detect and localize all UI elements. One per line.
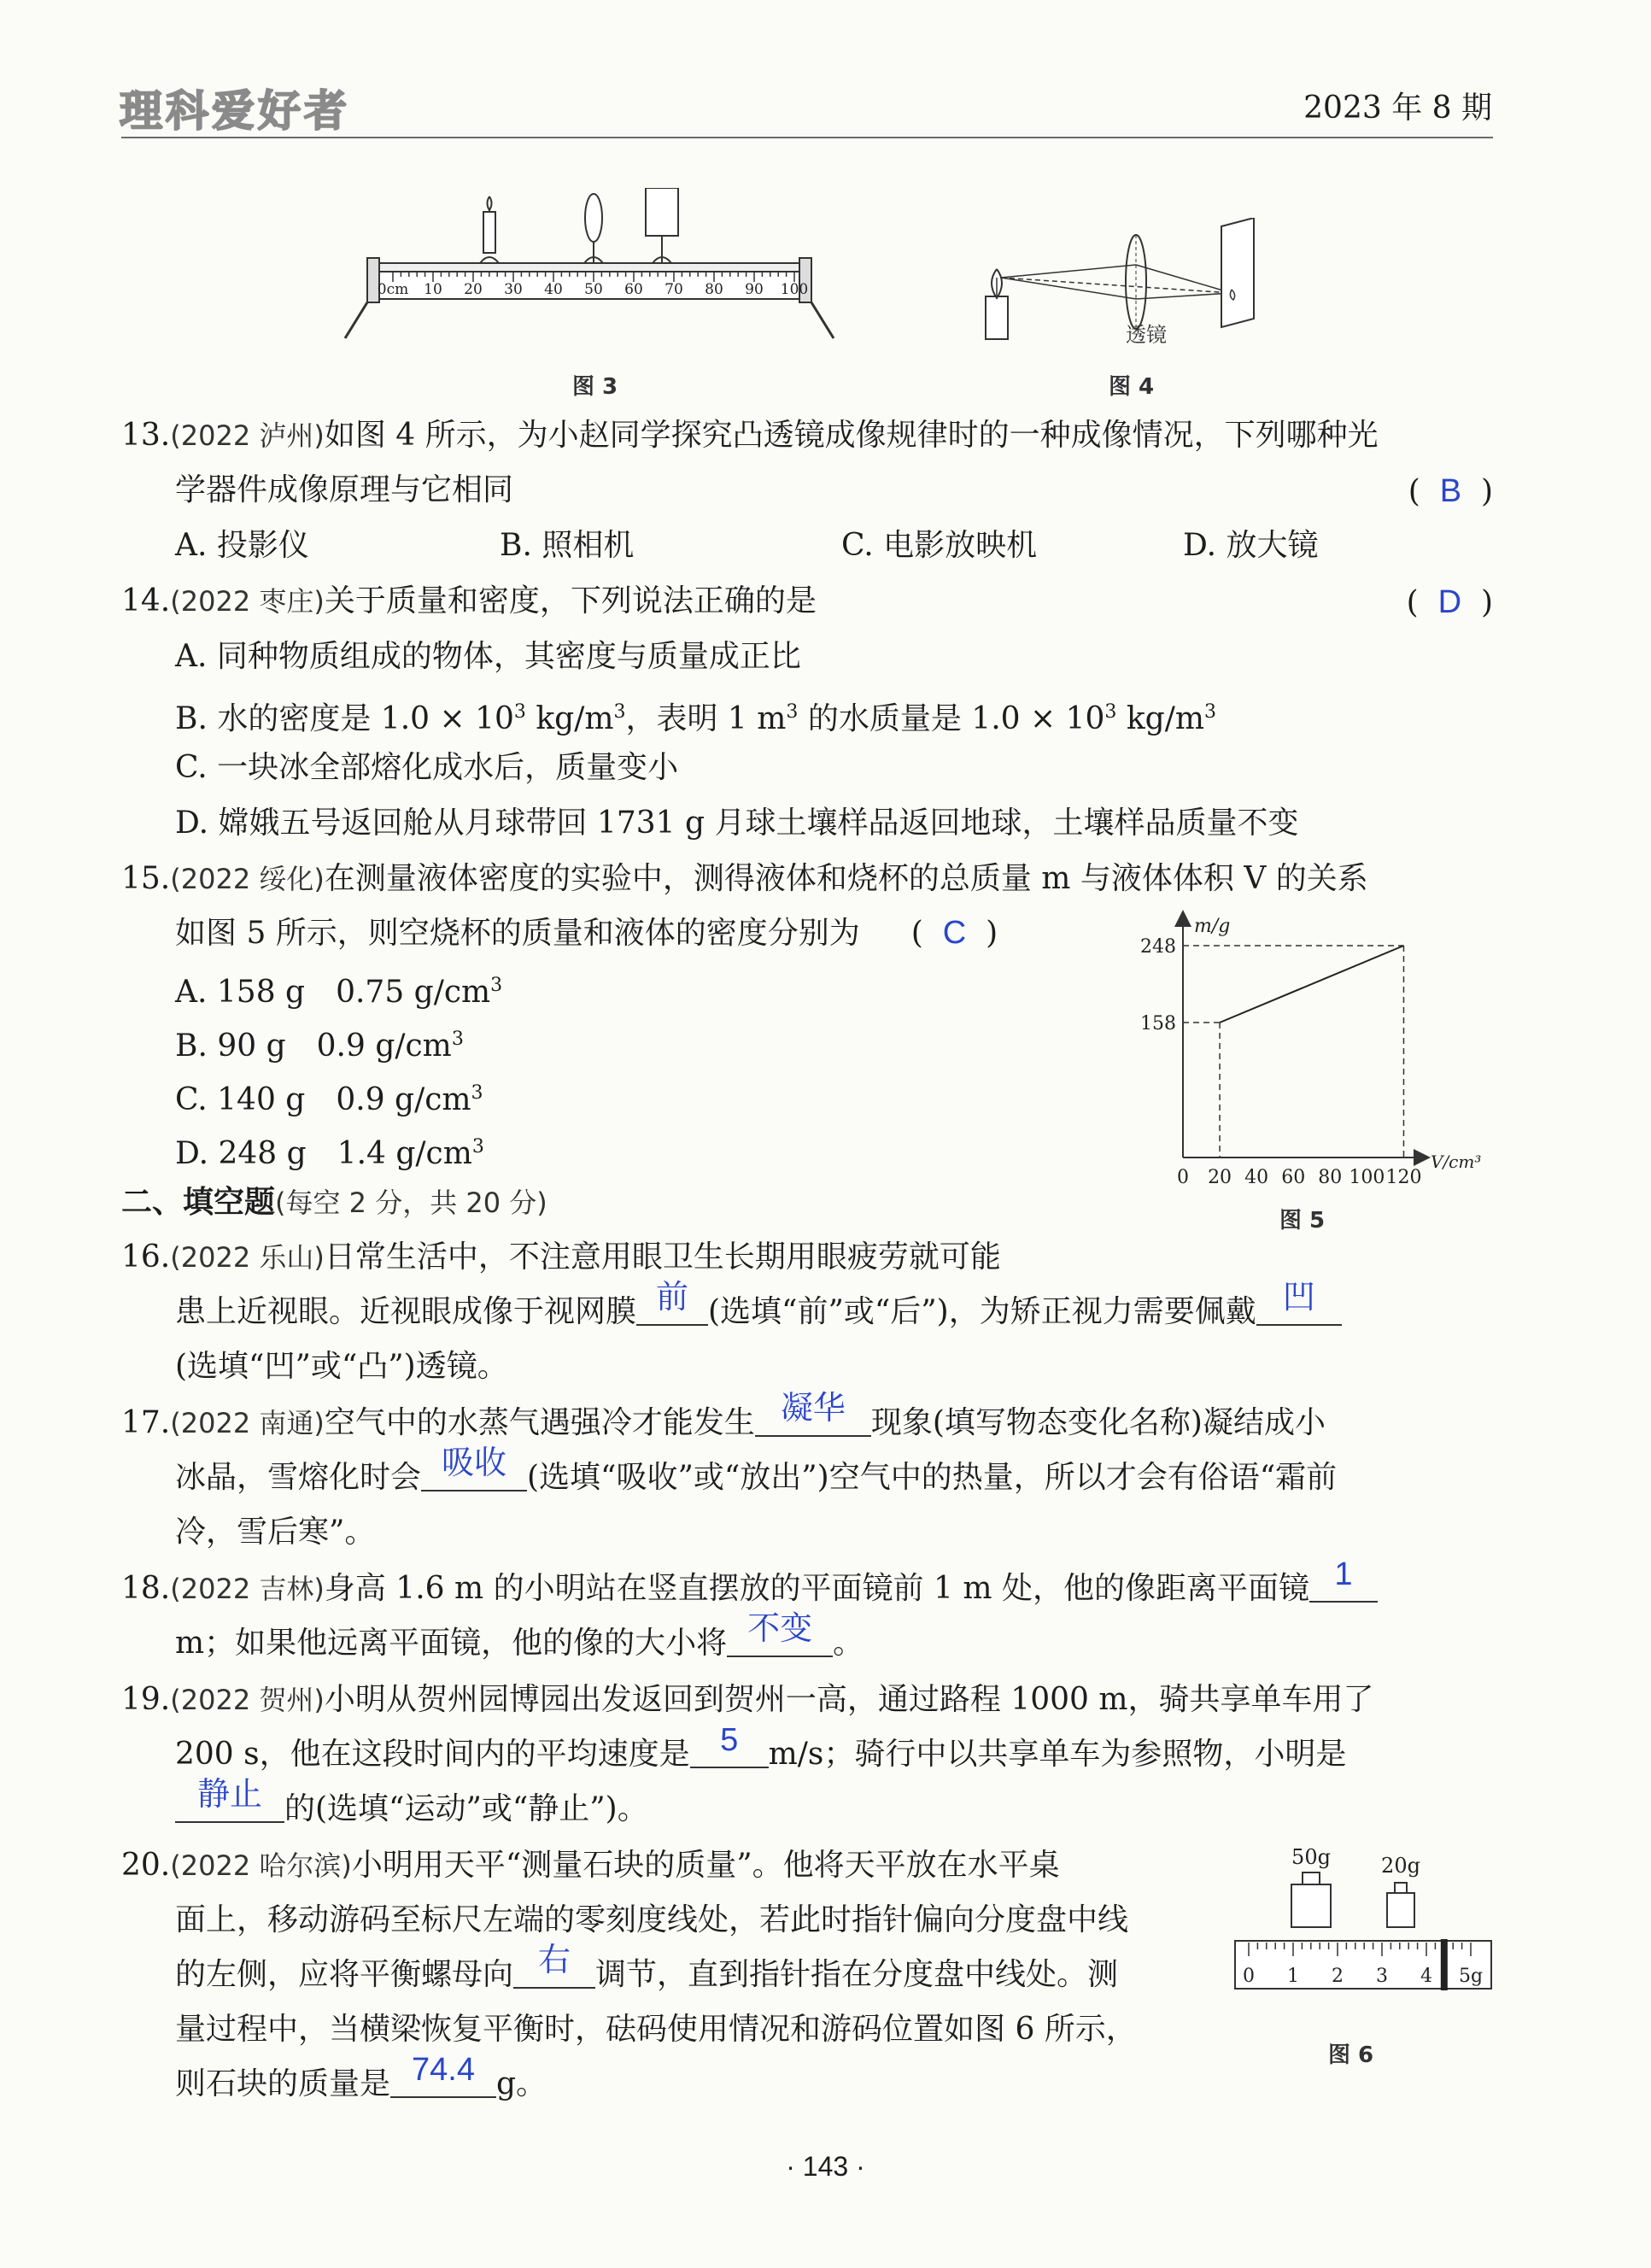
y-axis-label: m/g [1194,916,1231,937]
question-13-answer: B [1439,473,1462,509]
issue-label: 2023 年 8 期 [1303,91,1492,126]
question-17-line-1: 17.(2022 南通)空气中的水蒸气遇强冷才能发生 凝华 现象(填写物态变化名称)凝结成小 [121,1391,1326,1440]
series-line [1220,946,1403,1023]
figure-5-chart [1127,910,1503,1192]
ruler-label: 40 [544,281,563,298]
x-tick-label: 0 [1177,1167,1189,1188]
question-20-line-4: 量过程中，当横梁恢复平衡时，砝码使用情况和游码位置如图 6 所示， [175,2012,1137,2047]
figure-6-balance [1230,1845,1503,2007]
question-18-line-2: m；如果他远离平面镜，他的像的大小将 不变 。 [175,1611,864,1661]
question-14-option-c: C. 一块冰全部熔化成水后，质量变小 [175,750,679,785]
question-14-option-b: B. 水的密度是 $1.0 \times 10^3$ $kg/m^3$，表明 1 $m^3$ 的水质量是 $1.0 \times 10^3$ $kg/m^3$ [175,701,1216,736]
question-15-option-c: C. 140 g 0.9 $g/cm^3$ [175,1082,483,1117]
question-16-line-1: 16.(2022 乐山)日常生活中，不注意用眼卫生长期用眼疲劳就可能 [121,1239,1001,1275]
question-18-line-1: 18.(2022 吉林)身高 1.6 m 的小明站在竖直摆放的平面镜前 1 m 处，他的像距离平面镜 1 [121,1568,1378,1609]
question-20-line-1: 20.(2022 哈尔滨)小明用天平“测量石块的质量”。他将天平放在水平桌 [121,1848,1060,1883]
x-axis-label: V/cm³ [1431,1152,1482,1172]
ruler-label: 90 [745,281,764,298]
ruler-label: 50 [584,281,603,298]
ruler-label: 30 [504,281,523,298]
ruler-label: 70 [664,281,683,298]
lens-label: 透镜 [1126,323,1167,347]
question-20-blank-2: 74.4 [412,2052,475,2088]
ruler-label: 100 [780,281,809,298]
x-tick-label: 20 [1208,1167,1232,1188]
question-18-blank-1: 1 [1334,1556,1353,1592]
ruler-label: 60 [624,281,643,298]
masthead-logo: 理科爱好者 [120,86,350,136]
y-tick-label: 158 [1140,1013,1176,1034]
question-13-option-a: A. 投影仪 [175,528,309,563]
question-14-answer-bracket: ( D ) [1406,584,1493,620]
question-16-line-2: 患上近视眼。近视眼成像于视网膜 前 (选填“前”或“后”)，为矫正视力需要佩戴 凹 [175,1292,1342,1333]
question-14-option-a: A. 同种物质组成的物体，其密度与质量成正比 [175,639,801,674]
question-20-line-5: 则石块的质量是 74.4 g。 [175,2052,547,2101]
weight-20g-label: 20g [1381,1854,1420,1878]
ruler-label: 0cm [377,281,409,298]
question-17-line-2: 冰晶，雪熔化时会 吸收 (选填“吸收”或“放出”)空气中的热量，所以才会有俗语“霜前 [175,1445,1338,1495]
question-20-line-3: 的左侧，应将平衡螺母向 右 调节，直到指针指在分度盘中线处。测 [175,1943,1119,1992]
scale-label: 5g [1458,1966,1484,1987]
question-16-blank-2: 凹 [1282,1280,1315,1316]
question-16-line-3: (选填“凹”或“凸”)透镜。 [175,1349,508,1384]
question-13-line-1: 13.(2022 泸州)如图 4 所示，为小赵同学探究凸透镜成像规律时的一种成像情况，下列哪种光 [121,418,1379,453]
question-19-blank-2: 静止 [196,1777,262,1813]
question-18-blank-2: 不变 [747,1611,813,1647]
question-16-blank-1: 前 [656,1280,689,1316]
ruler-label: 10 [424,281,442,298]
question-15-option-b: B. 90 g 0.9 $g/cm^3$ [175,1029,464,1064]
x-tick-label: 80 [1318,1167,1343,1188]
question-19-line-2: 200 s，他在这段时间内的平均速度是 5 m/s；骑行中以共享单车为参照物，小明是 [175,1722,1347,1772]
question-20-line-2: 面上，移动游码至标尺左端的零刻度线处，若此时指针偏向分度盘中线 [175,1902,1129,1937]
x-tick-label: 120 [1385,1167,1422,1188]
y-tick-label: 248 [1140,936,1176,958]
scale-label: 1 [1287,1966,1299,1987]
question-17-line-3: 冷，雪后寒”。 [175,1515,376,1550]
question-15-option-d: D. 248 g 1.4 $g/cm^3$ [175,1136,484,1171]
question-14-answer: D [1437,584,1462,620]
question-17-blank-2: 吸收 [442,1445,507,1481]
question-17-blank-1: 凝华 [780,1391,846,1427]
question-13-answer-bracket: ( B ) [1408,473,1493,509]
ruler-label: 20 [464,281,483,298]
x-tick-label: 100 [1349,1167,1385,1188]
figure-3-caption: 图 3 [572,374,618,400]
page-number: · 143 · [786,2151,865,2182]
question-14-option-d: D. 嫦娥五号返回舱从月球带回 1731 g 月球土壤样品返回地球，土壤样品质量不变 [175,806,1299,841]
figure-3-optical-bench [333,188,837,350]
question-15-line-2: 如图 5 所示，则空烧杯的质量和液体的密度分别为 ( C ) [175,915,998,951]
question-14-line-1: 14.(2022 枣庄)关于质量和密度，下列说法正确的是 [121,583,817,618]
x-tick-label: 40 [1244,1167,1269,1188]
question-13-option-d: D. 放大镜 [1183,528,1319,563]
rider-marker [1441,1939,1448,1990]
header-divider [121,137,1493,138]
question-19-line-1: 19.(2022 贺州)小明从贺州园博园出发返回到贺州一高，通过路程 1000 m，骑共享单车用了 [121,1682,1374,1717]
figure-5-caption: 图 5 [1279,1208,1326,1234]
scale-label: 3 [1376,1966,1388,1987]
question-19-line-3: 静止 的(选填“运动”或“静止”)。 [175,1789,648,1830]
question-20-blank-1: 右 [538,1943,571,1978]
x-tick-label: 60 [1281,1167,1306,1188]
question-13-line-2: 学器件成像原理与它相同 [175,472,514,507]
question-13-option-b: B. 照相机 [500,528,635,563]
figure-4-caption: 图 4 [1109,374,1155,400]
question-19-blank-1: 5 [720,1722,739,1758]
ruler-label: 80 [705,281,723,298]
weight-50g-label: 50g [1291,1845,1331,1869]
scale-label: 4 [1420,1966,1432,1987]
weight-50g [1291,1872,1331,1927]
weight-20g [1387,1883,1414,1927]
question-15-answer: C [942,915,967,951]
scale-label: 0 [1243,1966,1255,1987]
question-15-option-a: A. 158 g 0.75 $g/cm^3$ [175,975,503,1010]
question-15-line-1: 15.(2022 绥化)在测量液体密度的实验中，测得液体和烧杯的总质量 m 与液体体积 V 的关系 [121,861,1368,896]
scale-label: 2 [1332,1966,1344,1987]
section-2-heading: 二、填空题(每空 2 分，共 20 分) [121,1184,547,1220]
question-13-option-c: C. 电影放映机 [841,528,1038,563]
figure-6-caption: 图 6 [1328,2042,1374,2068]
